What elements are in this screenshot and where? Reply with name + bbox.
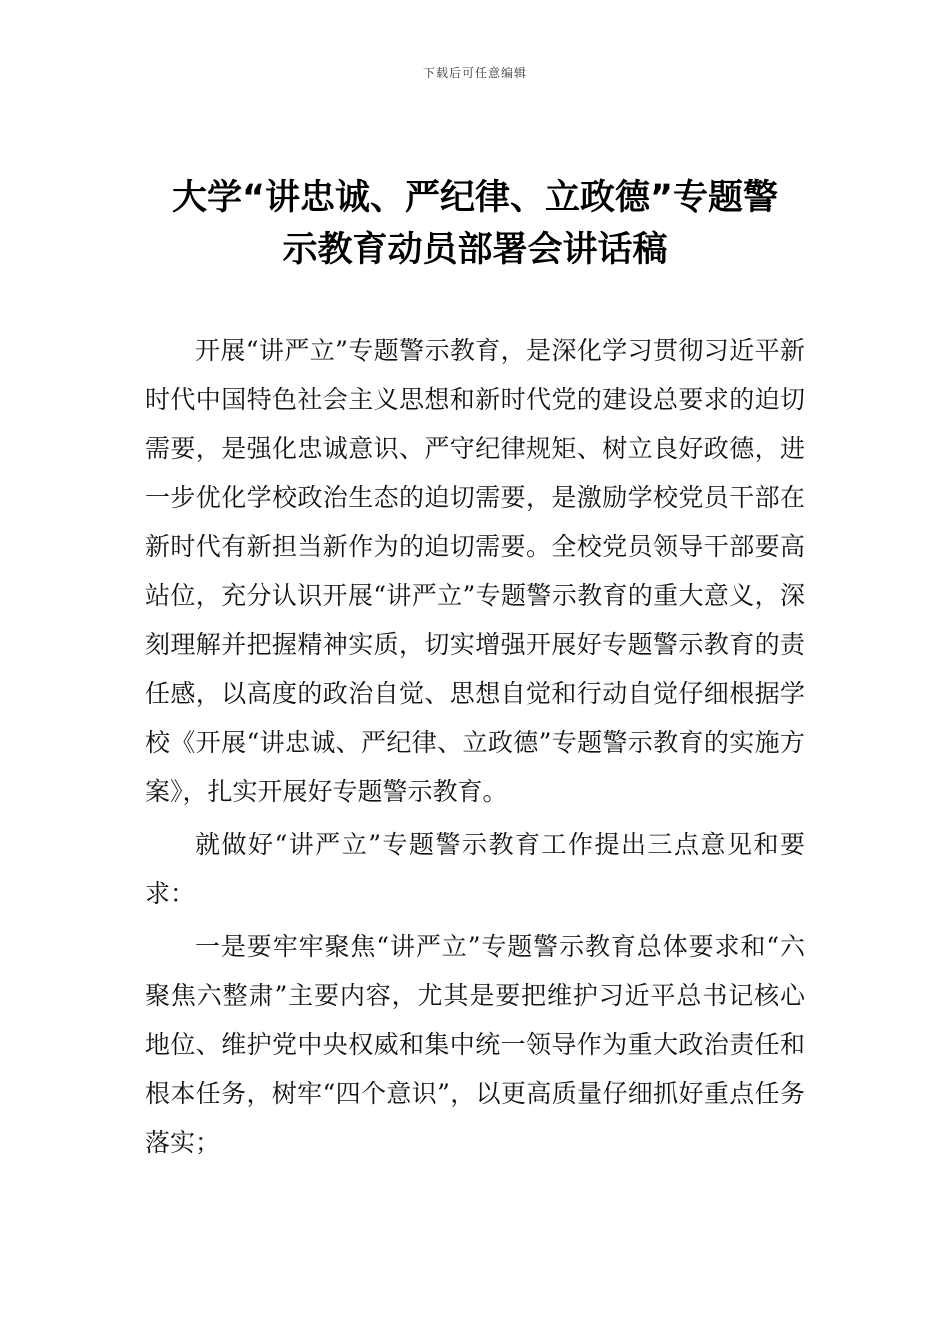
paragraph-3: 一是要牢牢聚焦“讲严立”专题警示教育总体要求和“六聚焦六整肃”主要内容，尤其是要把维护习近平总书记核心地位、维护党中央权威和集中统一领导作为重大政治责任和根本任务，树牢“四个意识”，以更高质量仔细抓好重点任务落实； [145, 932, 805, 1157]
document-title [140, 172, 810, 276]
title-line-2: 示教育动员部署会讲话稿 [282, 230, 668, 270]
header-note: 下载后可任意编辑 [422, 66, 527, 80]
title-line-1: 大学“讲忠诚、严纪律、立政德”专题警 [171, 178, 778, 218]
document-body [145, 326, 805, 1171]
paragraph-2: 就做好“讲严立”专题警示教育工作提出三点意见和要求： [145, 830, 805, 908]
paragraph-1: 开展“讲严立”专题警示教育，是深化学习贯彻习近平新时代中国特色社会主义思想和新时代党的建设总要求的迫切需要，是强化忠诚意识、严守纪律规矩、树立良好政德，进一步优化学校政治生态的迫切需要，是激励学校党员干部在新时代有新担当新作为的迫切需要。全校党员领导干部要高站位，充分认识开展“讲严立”专题警示教育的重大意义，深刻理解并把握精神实质，切实增强开展好专题警示教育的责任感，以高度的政治自觉、思想自觉和行动自觉仔细根据学校《开展“讲忠诚、严纪律、立政德”专题警示教育的实施方案》，扎实开展好专题警示教育。 [145, 336, 805, 806]
